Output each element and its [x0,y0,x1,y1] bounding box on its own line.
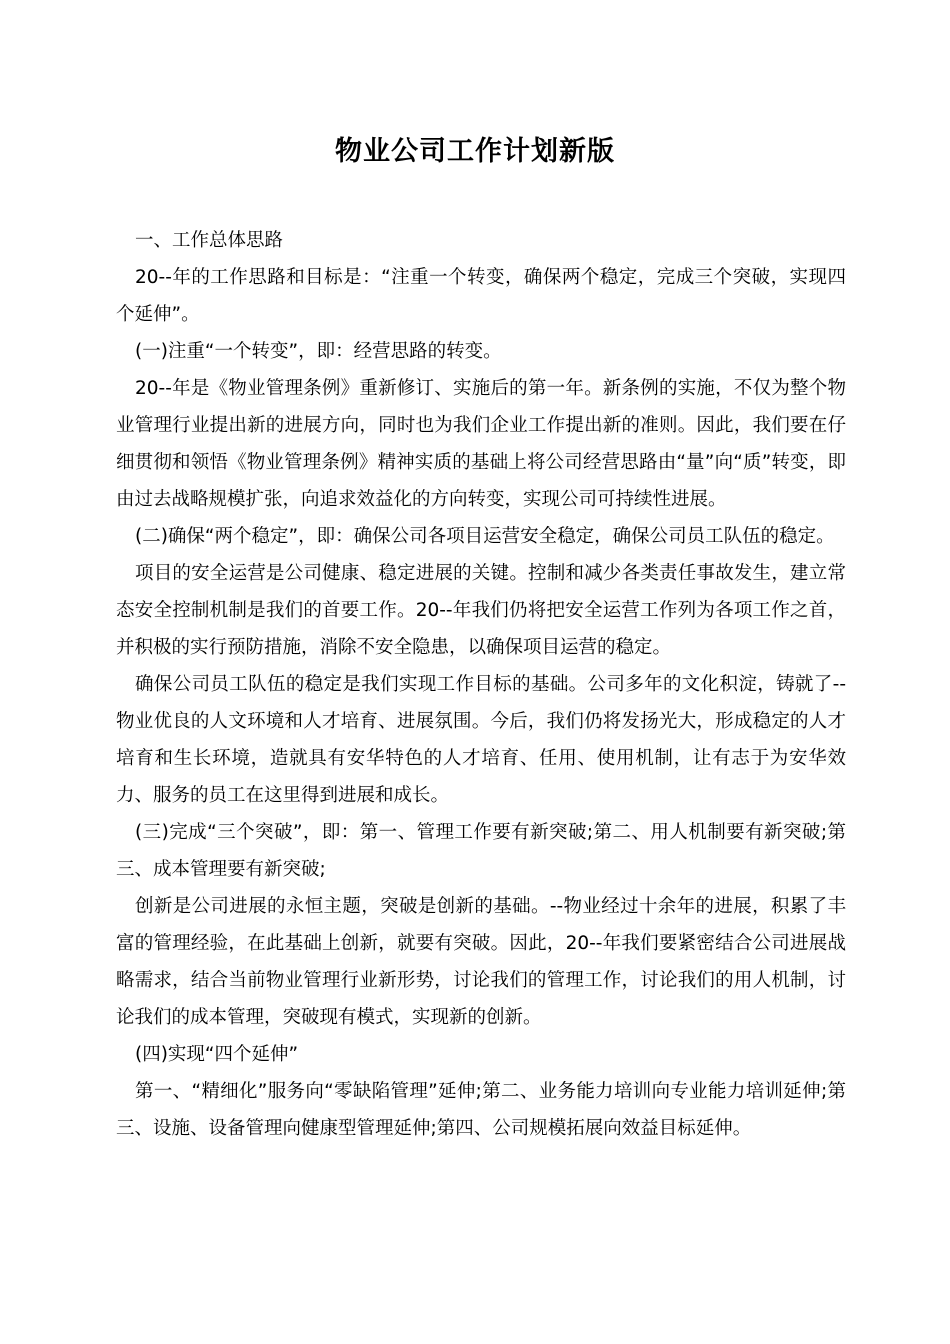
paragraph-staff-stability: 确保公司员工队伍的稳定是我们实现工作目标的基础。公司多年的文化积淀，铸就了--物业优良的人文环境和人才培育、进展氛围。今后，我们仍将发扬光大，形成稳定的人才培育和生长环境，造就具有安华特色的人才培育、任用、使用机制，让有志于为安华效力、服务的员工在这里得到进展和成长。 [116,674,846,806]
document-body [116,222,846,1147]
subheading-three-breakthroughs: (三)完成“三个突破”，即：第一、管理工作要有新突破;第二、用人机制要有新突破;第三、成本管理要有新突破; [116,822,846,880]
paragraph-goals: 20--年的工作思路和目标是：“注重一个转变，确保两个稳定，完成三个突破，实现四个延伸”。 [116,267,846,325]
section-heading-overall-approach: 一、工作总体思路 [135,230,284,251]
subheading-one-transformation: (一)注重“一个转变”，即：经营思路的转变。 [135,341,502,362]
document-title: 物业公司工作计划新版 [335,136,615,167]
paragraph-safe-operation: 项目的安全运营是公司健康、稳定进展的关键。控制和减少各类责任事故发生，建立常态安全控制机制是我们的首要工作。20--年我们仍将把安全运营工作列为各项工作之首，并积极的实行预防措施，消除不安全隐患，以确保项目运营的稳定。 [116,563,846,658]
subheading-two-stabilities: (二)确保“两个稳定”，即：确保公司各项目运营安全稳定，确保公司员工队伍的稳定。 [135,526,835,547]
paragraph-extensions: 第一、“精细化”服务向“零缺陷管理”延伸;第二、业务能力培训向专业能力培训延伸;第三、设施、设备管理向健康型管理延伸;第四、公司规模拓展向效益目标延伸。 [116,1081,846,1139]
paragraph-innovation: 创新是公司进展的永恒主题，突破是创新的基础。--物业经过十余年的进展，积累了丰富的管理经验，在此基础上创新，就要有突破。因此，20--年我们要紧密结合公司进展战略需求，结合当前物业管理行业新形势，讨论我们的管理工作，讨论我们的用人机制，讨论我们的成本管理，突破现有模式，实现新的创新。 [116,896,846,1028]
subheading-four-extensions: (四)实现“四个延伸” [135,1044,299,1065]
paragraph-regulations: 20--年是《物业管理条例》重新修订、实施后的第一年。新条例的实施，不仅为整个物业管理行业提出新的进展方向，同时也为我们企业工作提出新的准则。因此，我们要在仔细贯彻和领悟《物业管理条例》精神实质的基础上将公司经营思路由“量”向“质”转变，即由过去战略规模扩张，向追求效益化的方向转变，实现公司可持续性进展。 [116,378,846,510]
